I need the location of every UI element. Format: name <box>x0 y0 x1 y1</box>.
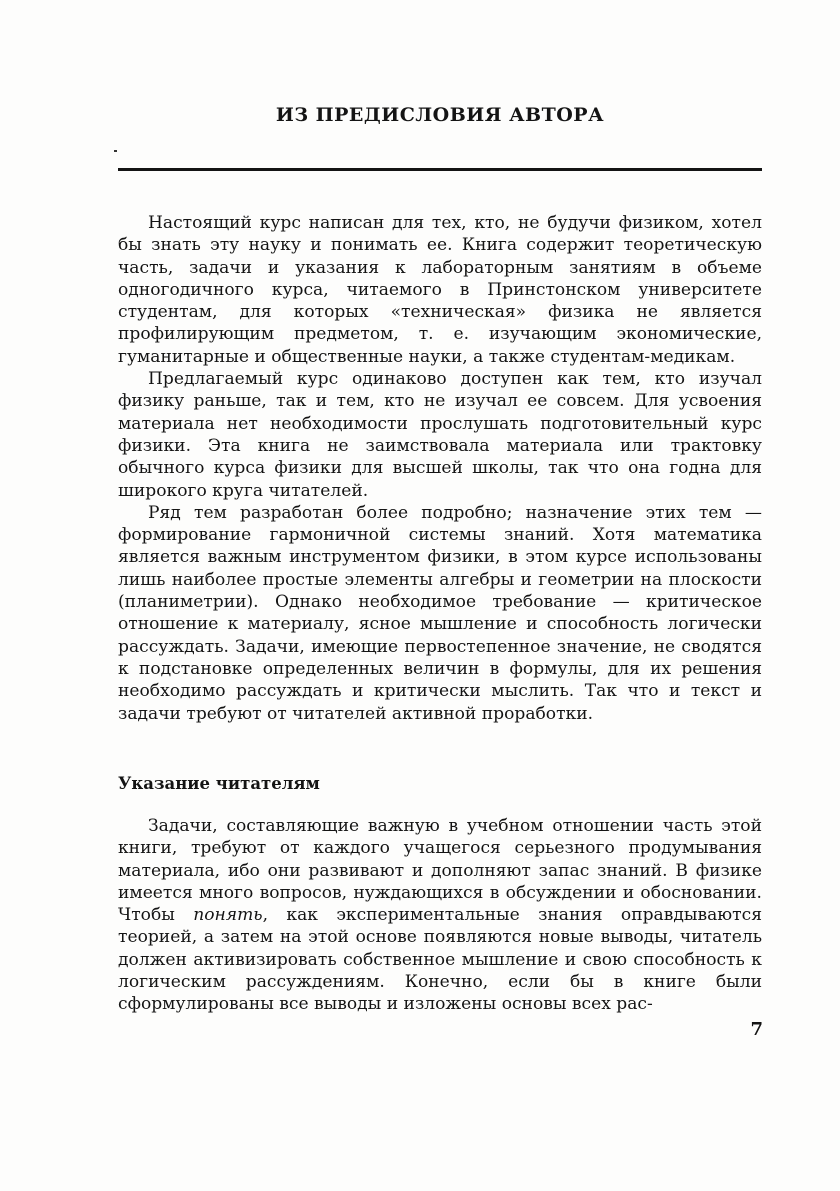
ink-speck <box>114 150 117 152</box>
paragraph: Настоящий курс написан для тех, кто, не будучи физиком, хотел бы знать эту науку и понимать ее. Книга содержит теоретическую часть, задачи и указания к лабораторным занятиям в объеме одногодичного курса, читаемого в Принстонском университете студентам, для которых «техническая» физика не является профилирующим предметом, т. е. изучающим экономические, гуманитарные и общественные науки, а также студентам-медикам. <box>118 213 762 367</box>
paragraph-text: , как экспериментальные знания оправдываются теорией, а затем на этой основе появляются новые выводы, читатель должен активизировать собственное мышление и свою способность к логическим рассуждениям. Конечно, если бы в книге были сформулированы все выводы и изложены основы всех рас- <box>118 905 762 1015</box>
section-heading: Указание читателям <box>118 774 320 793</box>
intro-text <box>118 212 762 725</box>
section-text <box>118 815 762 1016</box>
paragraph: Предлагаемый курс одинаково доступен как тем, кто изучал физику раньше, так и тем, кто не изучал ее совсем. Для усвоения материала нет необходимости прослушать подготовительный курс физики. Эта книга не заимствовала материала или трактовку обычного курса физики для высшей школы, так что она годна для широкого круга читателей. <box>118 369 762 501</box>
title-rule <box>118 168 762 171</box>
paragraph <box>118 815 762 1016</box>
paragraph: Ряд тем разработан более подробно; назначение этих тем — формирование гармоничной системы знаний. Хотя математика является важным инструментом физики, в этом курсе использованы лишь наиболее простые элементы алгебры и геометрии на плоскости (планиметрии). Однако необходимое требование — критическое отношение к материалу, ясное мышление и способность логически рассуждать. Задачи, имеющие первостепенное значение, не сводятся к подстановке определенных величин в формулы, для их решения необходимо рассуждать и критически мыслить. Так что и текст и задачи требуют от читателей активной проработки. <box>118 502 762 724</box>
paragraph-text: Задачи, составляющие важную в учебном отношении часть этой книги, требуют от каждого учащегося серьезного продумывания материала, ибо они развивают и дополняют запас знаний. В физике имеется много вопросов, нуждающихся в обсуждении и обосновании. Чтобы <box>118 816 762 926</box>
emphasized-word: понять <box>193 905 263 926</box>
chapter-title: ИЗ ПРЕДИСЛОВИЯ АВТОРА <box>275 104 605 126</box>
page-number: 7 <box>750 1019 763 1040</box>
